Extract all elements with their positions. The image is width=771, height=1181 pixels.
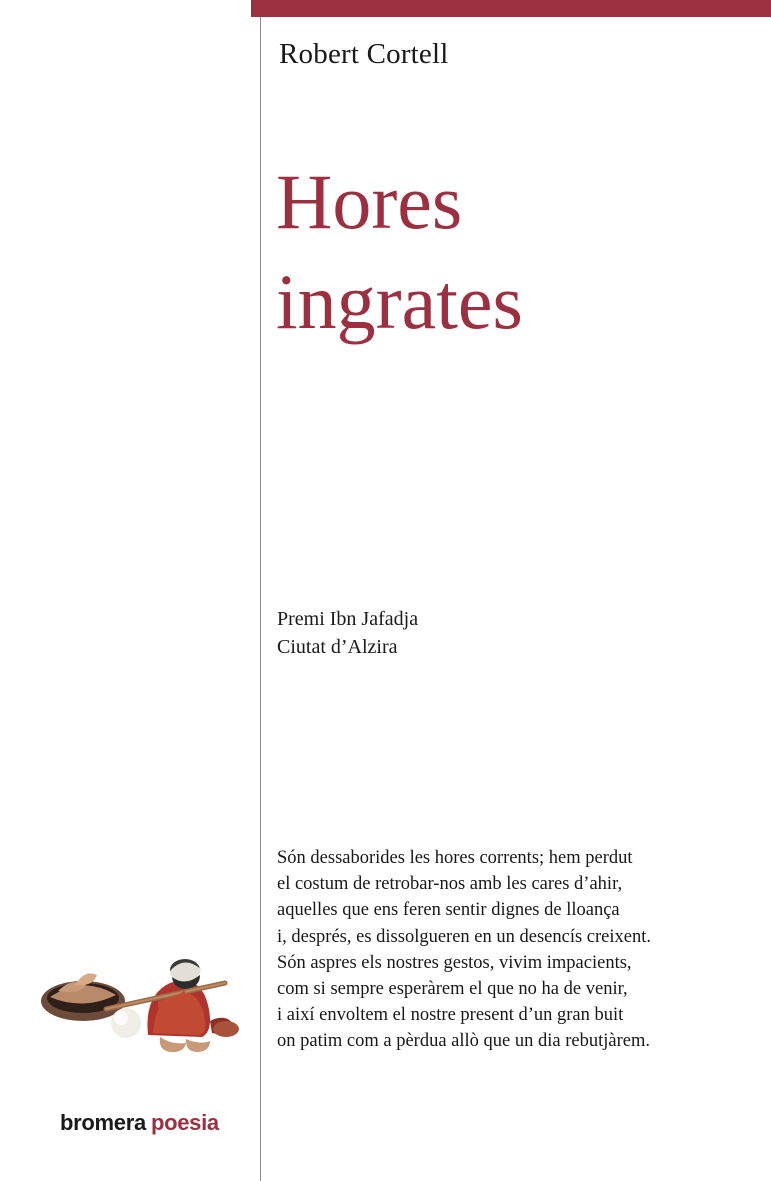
poem-line: Són dessaborides les hores corrents; hem perdut [277, 848, 633, 868]
poem-line: i així envoltem el nostre present d’un gran buit [277, 1005, 624, 1026]
top-accent-band [251, 0, 771, 17]
poem-line: i, després, es dissolgueren en un desencís creixent. [277, 926, 652, 947]
poem-line: el costum de retrobar-nos amb les cares d’ahir, [277, 874, 623, 895]
poem-line: com si sempre esperàrem el que no ha de venir, [277, 979, 628, 1000]
vertical-divider-rule [260, 17, 261, 1181]
title-line-2: ingrates [276, 258, 523, 345]
poem-line: aquelles que ens feren sentir dignes de lloança [277, 900, 620, 921]
author-name: Robert Cortell [279, 38, 449, 70]
publisher-logo [60, 1110, 219, 1136]
prize-block [277, 605, 418, 661]
book-title [276, 152, 746, 352]
cover-illustration [20, 925, 245, 1065]
poem-line: Són aspres els nostres gestos, vivim impacients, [277, 952, 632, 973]
title-line-1: Hores [276, 158, 463, 245]
poem-excerpt [277, 845, 717, 1055]
prize-line-1: Premi Ibn Jafadja [277, 608, 419, 630]
prize-line-2: Ciutat d’Alzira [277, 636, 398, 658]
publisher-collection: poesia [150, 1110, 219, 1135]
publisher-brand: bromera [60, 1110, 146, 1135]
seated-figure-illustration [20, 925, 245, 1065]
poem-line: on patim com a pèrdua allò que un dia rebutjàrem. [277, 1031, 650, 1052]
